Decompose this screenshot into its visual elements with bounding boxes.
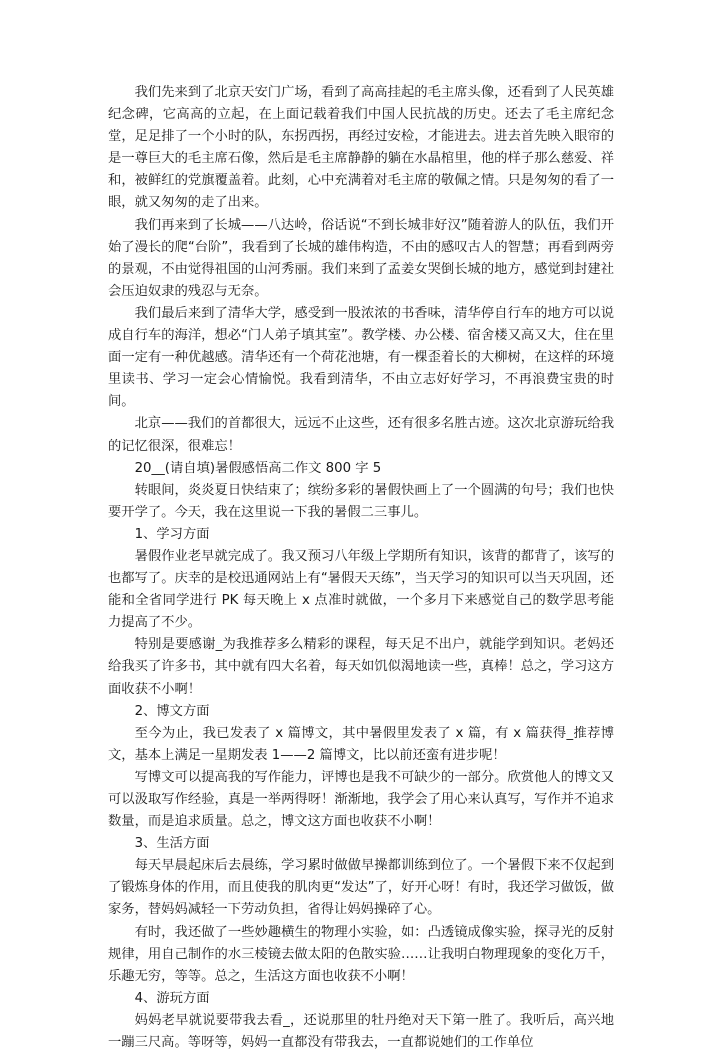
paragraph-blog-1: 至今为止，我已发表了 x 篇博文，其中暑假里发表了 x 篇，有 x 篇获得_推荐博文，基本上满足一星期发表 1——2 篇博文，比以前还蛮有进步呢！ (108, 725, 614, 763)
document-page (108, 82, 614, 1054)
paragraph-beijing-summary: 北京——我们的首都很大，远远不止这些，还有很多名胜古迹。这次北京游玩给我的记忆很深，很难忘！ (108, 416, 614, 454)
paragraph-travel: 妈妈老早就说要带我去看_，还说那里的牡丹绝对天下第一胜了。我听后，高兴地一蹦三尺高。等呀等，妈妈一直都没有带我去，一直都说她们的工作单位 (108, 1012, 614, 1051)
essay-title: 20__(请自填)暑假感悟高二作文 800 字 5 (134, 460, 382, 476)
section-heading-life: 3、生活方面 (134, 836, 210, 852)
section-heading-study: 1、学习方面 (134, 526, 210, 542)
paragraph-study-1: 暑假作业老早就完成了。我又预习八年级上学期所有知识，该背的都背了，该写的也都写了。庆幸的是校迅通网站上有“暑假天天练”，当天学习的知识可以当天巩固，还能和全省同学进行 PK 每天晚上 x 点准时就做，一个多月下来感觉自己的数学思考能力提高了不少。 (108, 548, 614, 631)
paragraph-life-1: 每天早晨起床后去晨练，学习累时做做早操都训练到位了。一个暑假下来不仅起到了锻炼身体的作用，而且使我的肌肉更“发达”了，好开心呀！有时，我还学习做饭，做家务，替妈妈减轻一下劳动负担，省得让妈妈操碎了心。 (108, 858, 614, 918)
paragraph-tiananmen: 我们先来到了北京天安门广场，看到了高高挂起的毛主席头像，还看到了人民英雄纪念碑，它高高的立起，在上面记载着我们中国人民抗战的历史。还去了毛主席纪念堂，足足排了一个小时的队，东拐西拐，再经过安检，才能进去。进去首先映入眼帘的是一尊巨大的毛主席石像，然后是毛主席静静的躺在水晶棺里，他的样子那么慈爱、祥和，被鲜红的党旗覆盖着。此刻，心中充满着对毛主席的敬佩之情。只是匆匆的看了一眼，就又匆匆的走了出来。 (108, 85, 614, 211)
paragraph-blog-2: 写博文可以提高我的写作能力，评博也是我不可缺少的一部分。欣赏他人的博文又可以汲取写作经验，真是一举两得呀！渐渐地，我学会了用心来认真写，写作并不追求数量，而是追求质量。总之，博文这方面也收获不小啊！ (108, 769, 614, 830)
paragraph-tsinghua: 我们最后来到了清华大学，感受到一股浓浓的书香味，清华停自行车的地方可以说成自行车的海洋，想必“门人弟子填其室”。教学楼、办公楼、宿舍楼又高又大，住在里面一定有一种优越感。清华还有一个荷花池塘，有一棵歪着长的大柳树，在这样的环境里读书、学习一定会心情愉悦。我看到清华，不由立志好好学习，不再浪费宝贵的时间。 (108, 305, 614, 410)
paragraph-life-2: 有时，我还做了一些妙趣横生的物理小实验，如：凸透镜成像实验，探寻光的反射规律，用自己制作的水三棱镜去做太阳的色散实验……让我明白物理现象的变化万千，乐趣无穷，等等。总之，生活这方面也收获不小啊！ (108, 924, 614, 984)
section-heading-travel: 4、游玩方面 (134, 990, 210, 1006)
paragraph-study-2: 特别是要感谢_为我推荐多么精彩的课程，每天足不出户，就能学到知识。老妈还给我买了许多书，其中就有四大名着，每天如饥似渴地读一些，真棒！总之，学习这方面收获不小啊！ (108, 637, 614, 697)
section-heading-blog: 2、博文方面 (134, 703, 210, 719)
paragraph-intro: 转眼间，炎炎夏日快结束了；缤纷多彩的暑假快画上了一个圆满的句号；我们也快要开学了。今天，我在这里说一下我的暑假二三事儿。 (108, 482, 614, 520)
paragraph-great-wall: 我们再来到了长城——八达岭，俗话说“不到长城非好汉”随着游人的队伍，我们开始了漫长的爬“台阶”，我看到了长城的雄伟构造，不由的感叹古人的智慧；再看到两旁的景观，不由觉得祖国的山河秀丽。我们来到了孟姜女哭倒长城的地方，感觉到封建社会压迫奴隶的残忍与无奈。 (108, 217, 614, 299)
